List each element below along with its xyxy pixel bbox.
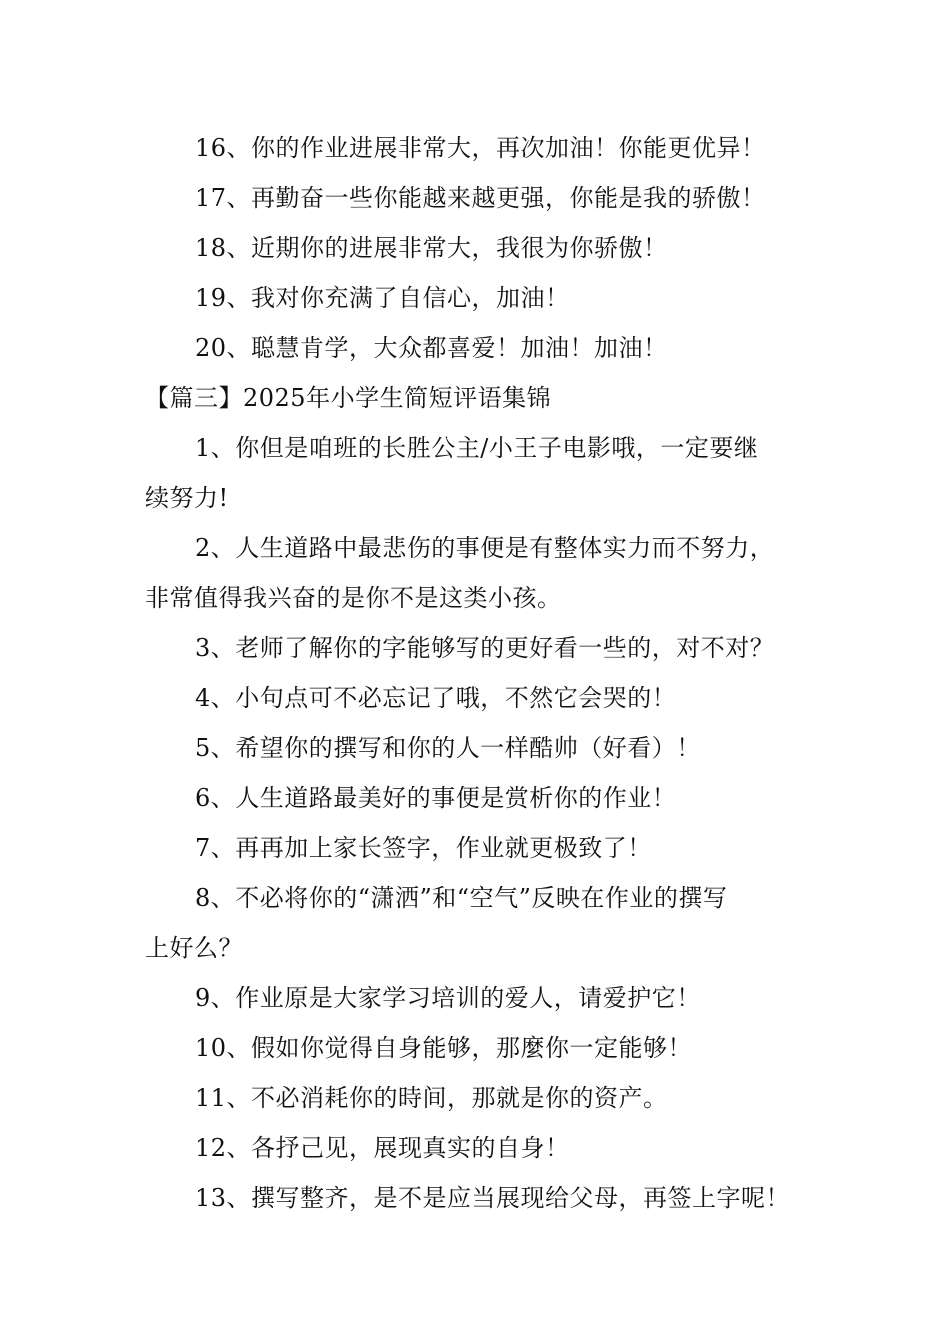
paragraph-7: 7、再再加上家长签字，作业就更极致了！	[195, 834, 652, 862]
paragraph-6: 6、人生道路最美好的事便是赏析你的作业！	[195, 784, 677, 812]
paragraph-2-continued: 非常值得我兴奋的是你不是这类小孩。	[145, 584, 562, 612]
paragraph-17: 17、再勤奋一些你能越来越更强，你能是我的骄傲！	[195, 184, 766, 212]
paragraph-11: 11、不必消耗你的時间，那就是你的资产。	[195, 1084, 668, 1112]
paragraph-1-continued: 续努力!	[145, 484, 229, 512]
paragraph-8-continued: 上好么？	[145, 934, 243, 962]
section-heading: 【篇三】2025年小学生简短评语集锦	[145, 384, 552, 412]
paragraph-4: 4、小句点可不必忘记了哦，不然它会哭的！	[195, 684, 677, 712]
paragraph-10: 10、假如你觉得自身能够，那麼你一定能够！	[195, 1034, 693, 1062]
paragraph-2: 2、人生道路中最悲伤的事便是有整体实力而不努力，	[195, 534, 775, 562]
paragraph-5: 5、希望你的撰写和你的人一样酷帅（好看）！	[195, 734, 701, 762]
paragraph-16: 16、你的作业进展非常大，再次加油！你能更优异！	[195, 134, 766, 162]
paragraph-13: 13、撰写整齐，是不是应当展现给父母，再签上字呢！	[195, 1184, 791, 1212]
paragraph-3: 3、老师了解你的字能够写的更好看一些的，对不对？	[195, 634, 775, 662]
paragraph-19: 19、我对你充满了自信心，加油！	[195, 284, 570, 312]
paragraph-9: 9、作业原是大家学习培训的爱人，请爱护它！	[195, 984, 701, 1012]
paragraph-18: 18、近期你的进展非常大，我很为你骄傲！	[195, 234, 668, 262]
paragraph-12: 12、各抒己见，展现真实的自身！	[195, 1134, 570, 1162]
paragraph-8: 8、不必将你的“潇洒”和“空气”反映在作业的撰写	[195, 884, 728, 912]
paragraph-20: 20、聪慧肯学，大众都喜爱！加油！加油！	[195, 334, 668, 362]
paragraph-1: 1、你但是咱班的长胜公主/小王子电影哦，一定要继	[195, 434, 759, 462]
